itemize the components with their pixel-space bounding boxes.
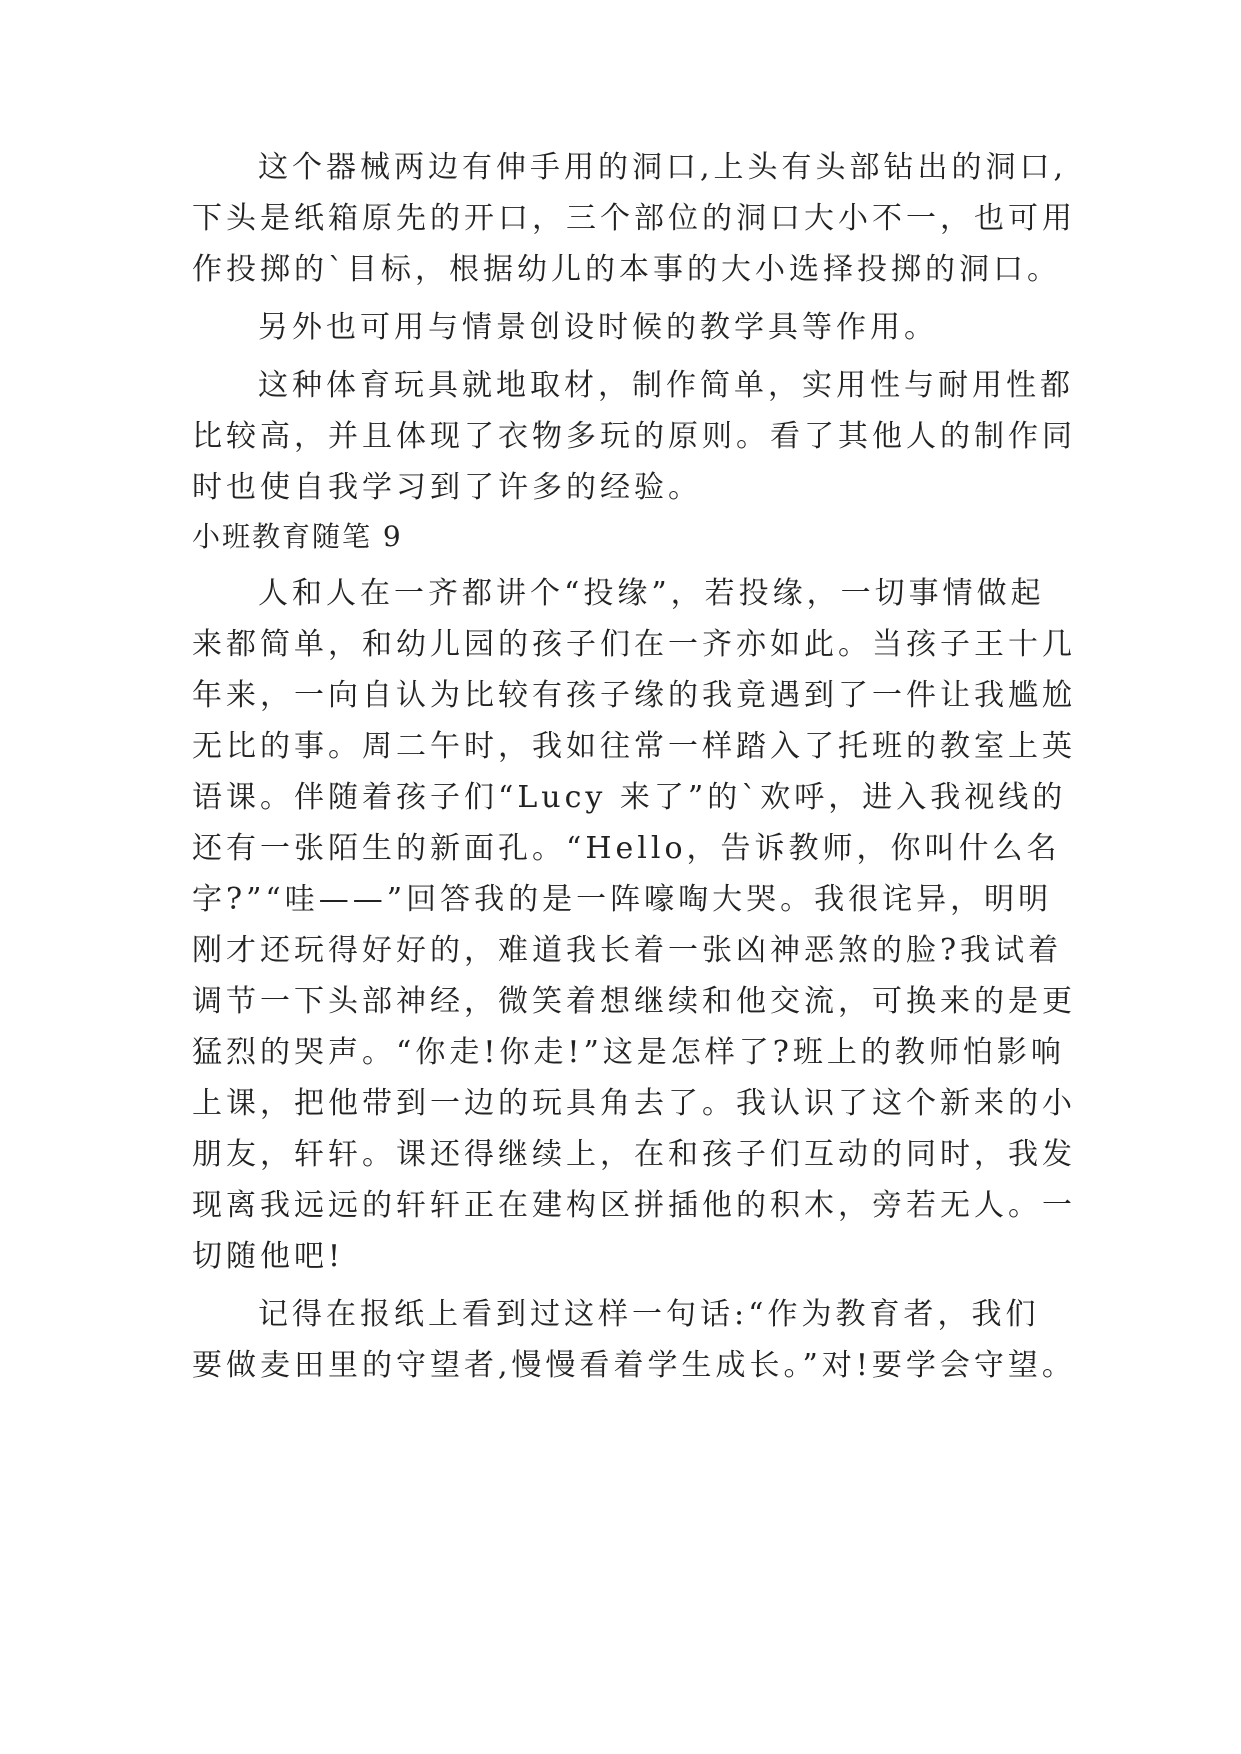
text-line: 下头是纸箱原先的开口，三个部位的洞口大小不一，也可用 — [192, 201, 1076, 236]
text-line: 记得在报纸上看到过这样一句话:“作为教育者，我们 — [258, 1297, 1040, 1332]
text-line: 时也使自我学习到了许多的经验。 — [192, 470, 702, 505]
text-line: 切随他吧! — [192, 1239, 345, 1274]
text-line: 字?”“哇——”回答我的是一阵嚎啕大哭。我很诧异，明明 — [192, 882, 1053, 917]
text-line: 人和人在一齐都讲个“投缘”，若投缘，一切事情做起 — [258, 576, 1045, 611]
text-line: 比较高，并且体现了衣物多玩的原则。看了其他人的制作同 — [192, 419, 1076, 454]
text-line: 还有一张陌生的新面孔。“Hello，告诉教师，你叫什么名 — [192, 831, 1061, 866]
text-line: 调节一下头部神经，微笑着想继续和他交流，可换来的是更 — [192, 984, 1076, 1019]
text-line: 年来，一向自认为比较有孩子缘的我竟遇到了一件让我尴尬 — [192, 678, 1076, 713]
text-line: 朋友，轩轩。课还得继续上，在和孩子们互动的同时，我发 — [192, 1137, 1076, 1172]
text-line: 另外也可用与情景创设时候的教学具等作用。 — [258, 310, 938, 345]
text-line: 这个器械两边有伸手用的洞口,上头有头部钻出的洞口, — [258, 150, 1068, 185]
text-line: 无比的事。周二午时，我如往常一样踏入了托班的教室上英 — [192, 729, 1076, 764]
text-line: 要做麦田里的守望者,慢慢看着学生成长。”对!要学会守望。 — [192, 1348, 1076, 1383]
text-line: 刚才还玩得好好的，难道我长着一张凶神恶煞的脸?我试着 — [192, 933, 1063, 968]
text-line: 作投掷的`目标，根据幼儿的本事的大小选择投掷的洞口。 — [192, 252, 1061, 287]
section-heading: 小班教育随笔 9 — [192, 520, 403, 553]
text-line: 来都简单，和幼儿园的孩子们在一齐亦如此。当孩子王十几 — [192, 627, 1076, 662]
text-line: 语课。伴随着孩子们“Lucy 来了”的`欢呼，进入我视线的 — [192, 780, 1067, 815]
text-line: 这种体育玩具就地取材，制作简单，实用性与耐用性都 — [258, 368, 1074, 403]
text-line: 上课，把他带到一边的玩具角去了。我认识了这个新来的小 — [192, 1086, 1076, 1121]
text-line: 猛烈的哭声。“你走!你走!”这是怎样了?班上的教师怕影响 — [192, 1035, 1065, 1070]
text-line: 现离我远远的轩轩正在建构区拼插他的积木，旁若无人。一 — [192, 1188, 1076, 1223]
